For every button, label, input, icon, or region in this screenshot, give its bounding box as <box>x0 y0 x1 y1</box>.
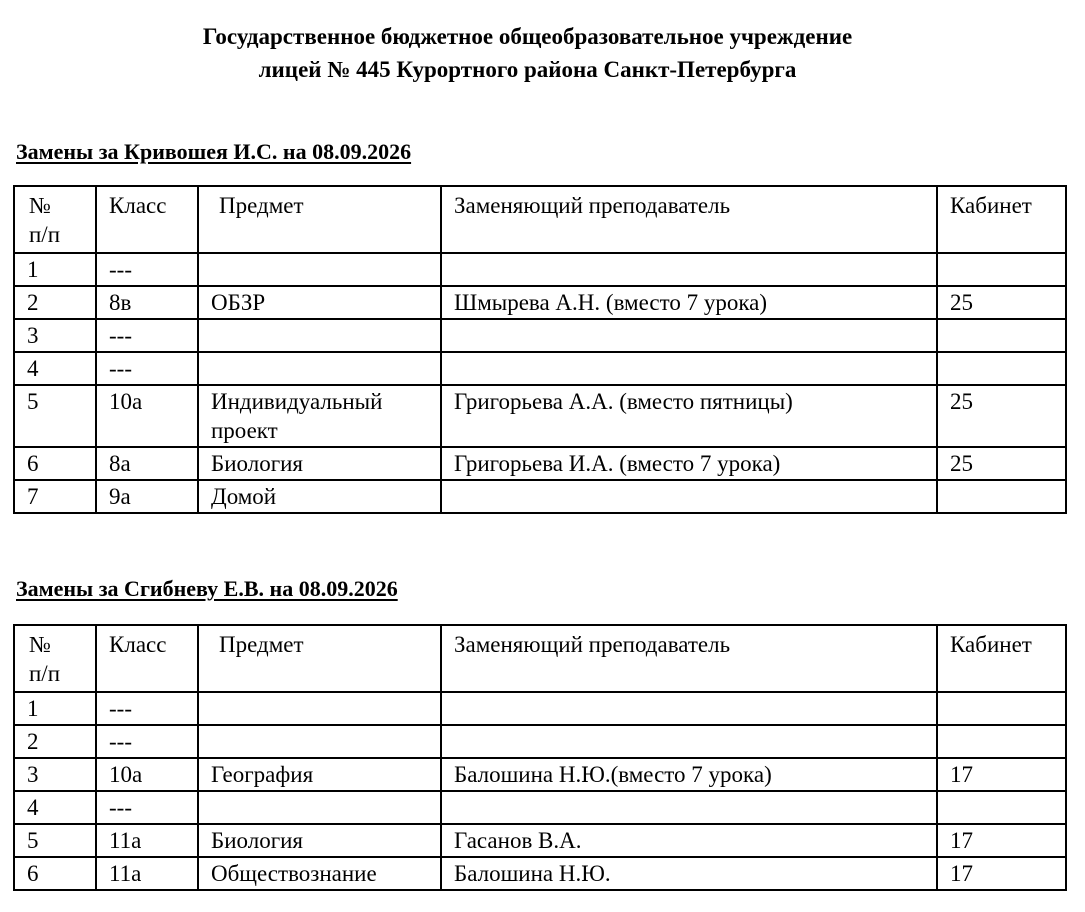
room-cell <box>937 692 1066 725</box>
row-number-cell: 5 <box>14 824 96 857</box>
table-row <box>14 447 1066 480</box>
class-cell: --- <box>96 692 198 725</box>
table-row <box>14 824 1066 857</box>
header-subject: Предмет <box>198 186 441 253</box>
row-number-cell: 1 <box>14 692 96 725</box>
teacher-cell <box>441 352 937 385</box>
header-room: Кабинет <box>937 625 1066 692</box>
row-number-cell: 2 <box>14 725 96 758</box>
teacher-cell <box>441 725 937 758</box>
subject-cell <box>198 725 441 758</box>
subject-cell: География <box>198 758 441 791</box>
room-cell <box>937 319 1066 352</box>
room-cell: 25 <box>937 447 1066 480</box>
teacher-cell <box>441 253 937 286</box>
row-number-cell: 6 <box>14 857 96 890</box>
row-number-cell: 5 <box>14 385 96 447</box>
header-number-abbr: п/п <box>29 222 61 247</box>
row-number-cell: 4 <box>14 352 96 385</box>
subject-cell <box>198 352 441 385</box>
class-cell: 11а <box>96 824 198 857</box>
header-teacher: Заменяющий преподаватель <box>441 625 937 692</box>
class-cell: --- <box>96 319 198 352</box>
table-row <box>14 352 1066 385</box>
header-number-abbr: п/п <box>29 661 61 686</box>
table-header-row <box>14 186 1066 253</box>
room-cell: 25 <box>937 286 1066 319</box>
teacher-cell <box>441 480 937 513</box>
subject-cell <box>198 791 441 824</box>
class-cell: --- <box>96 352 198 385</box>
subject-cell <box>198 319 441 352</box>
substitutions-table <box>13 185 1067 514</box>
row-number-cell: 2 <box>14 286 96 319</box>
substitutions-table <box>13 624 1067 891</box>
subject-cell: Домой <box>198 480 441 513</box>
class-cell: --- <box>96 791 198 824</box>
subject-cell: Индивидуальный проект <box>198 385 441 447</box>
header-room: Кабинет <box>937 186 1066 253</box>
header-number-symbol: № <box>29 632 51 657</box>
room-cell: 17 <box>937 857 1066 890</box>
table-row <box>14 385 1066 447</box>
class-cell: 8а <box>96 447 198 480</box>
teacher-cell: Шмырева А.Н. (вместо 7 урока) <box>441 286 937 319</box>
section-title: Замены за Кривошея И.С. на 08.09.2026 <box>16 139 412 164</box>
teacher-cell: Балошина Н.Ю.(вместо 7 урока) <box>441 758 937 791</box>
class-cell: 11а <box>96 857 198 890</box>
room-cell <box>937 480 1066 513</box>
class-cell: --- <box>96 725 198 758</box>
room-cell <box>937 352 1066 385</box>
row-number-cell: 6 <box>14 447 96 480</box>
document-header <box>0 20 1055 86</box>
subject-cell: Обществознание <box>198 857 441 890</box>
table-row <box>14 286 1066 319</box>
row-number-cell: 3 <box>14 758 96 791</box>
table-row <box>14 791 1066 824</box>
header-number <box>14 186 96 253</box>
row-number-cell: 1 <box>14 253 96 286</box>
table-row <box>14 725 1066 758</box>
teacher-cell: Балошина Н.Ю. <box>441 857 937 890</box>
subject-cell: ОБЗР <box>198 286 441 319</box>
table-row <box>14 758 1066 791</box>
institution-name-line1: Государственное бюджетное общеобразовательное учреждение <box>202 24 853 49</box>
class-cell: 8в <box>96 286 198 319</box>
institution-name-line2: лицей № 445 Курортного района Санкт-Петербурга <box>258 57 797 82</box>
section-title: Замены за Сгибневу Е.В. на 08.09.2026 <box>16 576 398 601</box>
room-cell <box>937 725 1066 758</box>
table-row <box>14 253 1066 286</box>
row-number-cell: 3 <box>14 319 96 352</box>
subject-cell: Биология <box>198 824 441 857</box>
class-cell: 9а <box>96 480 198 513</box>
room-cell <box>937 791 1066 824</box>
teacher-cell: Гасанов В.А. <box>441 824 937 857</box>
teacher-cell <box>441 692 937 725</box>
header-class: Класс <box>96 186 198 253</box>
subject-cell <box>198 692 441 725</box>
table-header-row <box>14 625 1066 692</box>
room-cell: 17 <box>937 758 1066 791</box>
teacher-cell <box>441 319 937 352</box>
teacher-cell <box>441 791 937 824</box>
row-number-cell: 4 <box>14 791 96 824</box>
header-class: Класс <box>96 625 198 692</box>
room-cell <box>937 253 1066 286</box>
class-cell: 10а <box>96 758 198 791</box>
row-number-cell: 7 <box>14 480 96 513</box>
table-row <box>14 319 1066 352</box>
room-cell: 17 <box>937 824 1066 857</box>
header-subject: Предмет <box>198 625 441 692</box>
room-cell: 25 <box>937 385 1066 447</box>
header-number <box>14 625 96 692</box>
subject-cell: Биология <box>198 447 441 480</box>
table-row <box>14 480 1066 513</box>
class-cell: 10а <box>96 385 198 447</box>
table-row <box>14 857 1066 890</box>
table-row <box>14 692 1066 725</box>
class-cell: --- <box>96 253 198 286</box>
subject-cell <box>198 253 441 286</box>
teacher-cell: Григорьева А.А. (вместо пятницы) <box>441 385 937 447</box>
teacher-cell: Григорьева И.А. (вместо 7 урока) <box>441 447 937 480</box>
header-teacher: Заменяющий преподаватель <box>441 186 937 253</box>
header-number-symbol: № <box>29 193 51 218</box>
